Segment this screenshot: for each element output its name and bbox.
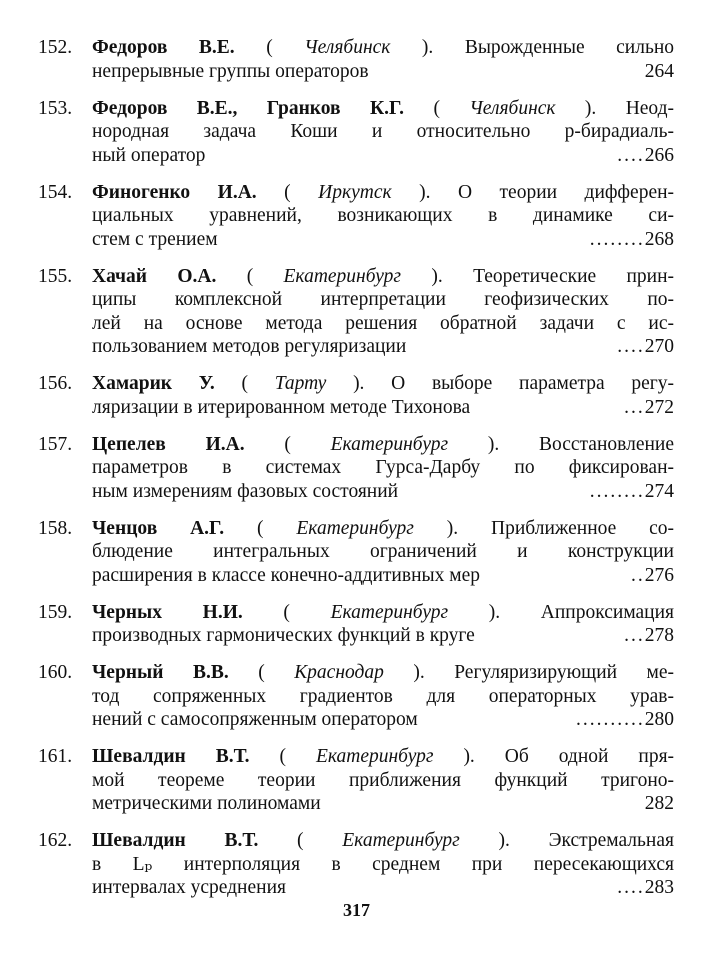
close-paren: ). <box>446 517 459 539</box>
entry-first-line <box>92 36 674 60</box>
entry-body <box>92 36 674 83</box>
entry-title-end: интервалах усреднения <box>92 877 286 898</box>
entry-title-end: ным измерениям фазовых состояний <box>92 480 399 502</box>
toc-entry <box>38 661 674 732</box>
close-paren: ). <box>463 746 475 767</box>
entry-body <box>92 829 674 900</box>
entry-body <box>92 433 674 504</box>
open-paren: ( <box>283 601 290 623</box>
open-paren: ( <box>284 181 291 203</box>
dot-leader: .... <box>617 336 645 357</box>
toc-entry <box>38 265 674 359</box>
entry-title-end: стем с трением <box>92 228 218 250</box>
entry-author: Хамарик У. <box>92 373 215 394</box>
toc-entry <box>38 829 674 900</box>
entry-title-line: блюдение интегральных ограничений и конструкции <box>92 541 674 562</box>
toc-entry <box>38 97 674 168</box>
entry-number: 160. <box>38 662 73 683</box>
entry-body <box>92 181 674 252</box>
entry-number: 154. <box>38 181 73 203</box>
toc-entry <box>38 601 674 648</box>
entry-city: Краснодар <box>294 662 384 683</box>
entry-title-line: в Lₚ интерполяция в среднем при пересекающихся <box>92 853 674 875</box>
entry-city: Екатеринбург <box>342 830 460 851</box>
entry-title-line: лей на основе метода решения обратной задачи с ис- <box>92 312 674 334</box>
entry-last-line <box>92 792 674 816</box>
entry-city: Тарту <box>274 373 327 394</box>
close-paren: ). <box>487 433 500 455</box>
open-paren: ( <box>258 662 265 683</box>
entry-title-start: Регуляризирующий ме- <box>454 662 675 683</box>
entry-title-start: Вырожденные сильно <box>464 37 675 58</box>
entry-number: 161. <box>38 746 73 767</box>
entry-title-start: Приближенное со- <box>491 517 675 539</box>
entry-first-line <box>92 433 674 457</box>
entry-last-line <box>92 564 674 588</box>
entry-body <box>92 745 674 816</box>
entry-title-end: непрерывные группы операторов <box>92 60 369 82</box>
dot-leader: ... <box>624 625 645 646</box>
entry-last-line <box>92 624 674 648</box>
open-paren: ( <box>297 830 304 851</box>
entry-page: 270 <box>644 336 674 357</box>
entry-body <box>92 265 674 359</box>
open-paren: ( <box>246 265 254 287</box>
toc-entry <box>38 433 674 504</box>
open-paren: ( <box>266 37 273 58</box>
dot-leader: .... <box>617 144 645 166</box>
entry-title-end: ляризации в итерированном методе Тихонова <box>92 396 471 418</box>
open-paren: ( <box>279 746 287 767</box>
close-paren: ). <box>488 601 501 623</box>
entry-body <box>92 517 674 588</box>
open-paren: ( <box>241 373 248 394</box>
close-paren: ). <box>413 662 425 683</box>
entry-first-line <box>92 181 674 205</box>
toc-entry <box>38 36 674 83</box>
entry-author: Шевалдин В.Т. <box>92 830 259 851</box>
entry-city: Екатеринбург <box>283 265 402 287</box>
entry-title-start: Восстановление <box>538 433 674 455</box>
entry-first-line <box>92 517 674 541</box>
entry-last-line <box>92 708 674 732</box>
entry-first-line <box>92 265 674 289</box>
close-paren: ). <box>584 97 597 119</box>
entry-city: Екатеринбург <box>296 517 414 539</box>
entry-last-line <box>92 60 674 84</box>
entry-number: 153. <box>38 97 73 119</box>
entry-first-line <box>92 745 674 769</box>
toc-entry <box>38 372 674 419</box>
entry-title-line: циальных уравнений, возникающих в динамике си- <box>92 205 674 226</box>
entry-title-line: ципы комплексной интерпретации геофизических по- <box>92 289 674 310</box>
entry-number: 158. <box>38 517 73 539</box>
entry-author: Хачай О.А. <box>92 265 217 287</box>
entry-first-line <box>92 829 674 853</box>
entry-page: 283 <box>644 877 674 898</box>
entry-author: Ченцов А.Г. <box>92 517 225 539</box>
entry-title-end: расширения в классе конечно-аддитивных мер <box>92 564 480 586</box>
entry-title-start: Экстремальная <box>548 830 674 851</box>
entry-title-end: метрическими полиномами <box>92 793 321 814</box>
entry-body <box>92 372 674 419</box>
entry-last-line <box>92 228 674 252</box>
entry-last-line <box>92 144 674 168</box>
entry-title-end: ный оператор <box>92 144 206 166</box>
entry-city: Иркутск <box>318 181 392 203</box>
entry-city: Челябинск <box>469 97 556 119</box>
open-paren: ( <box>433 97 440 119</box>
entry-title-end: производных гармонических функций в круге <box>92 625 475 646</box>
toc-entry <box>38 181 674 252</box>
entry-title-start: О теории дифферен- <box>457 181 675 203</box>
close-paren: ). <box>431 265 443 287</box>
entry-page: 282 <box>644 793 674 814</box>
entry-last-line <box>92 480 674 504</box>
entry-number: 157. <box>38 433 73 455</box>
entry-author: Финогенко И.А. <box>92 181 257 203</box>
entry-title-start: О выборе параметра регу- <box>391 373 675 394</box>
open-paren: ( <box>284 433 291 455</box>
entry-city: Екатеринбург <box>330 601 449 623</box>
entry-first-line <box>92 661 674 685</box>
page-number: 317 <box>343 900 370 920</box>
entry-author: Федоров В.Е., Гранков К.Г. <box>92 97 405 119</box>
entry-number: 162. <box>38 830 73 851</box>
dot-leader: .. <box>631 564 645 586</box>
entry-last-line <box>92 876 674 900</box>
entry-author: Черных Н.И. <box>92 601 243 623</box>
entry-page: 278 <box>644 625 674 646</box>
dot-leader: ........ <box>589 228 645 250</box>
entry-first-line <box>92 601 674 625</box>
entry-number: 159. <box>38 601 73 623</box>
close-paren: ). <box>419 181 431 203</box>
entry-body <box>92 97 674 168</box>
entry-title-start: Теоретические прин- <box>473 265 675 287</box>
entry-number: 156. <box>38 373 73 394</box>
entry-page: 268 <box>644 228 674 250</box>
entry-title-line: мой теореме теории приближения функций тригоно- <box>92 769 674 791</box>
entry-title-start: Аппроксимация <box>540 601 675 623</box>
entry-author: Черный В.В. <box>92 662 229 683</box>
entry-page: 272 <box>644 396 674 418</box>
entry-page: 266 <box>644 144 674 166</box>
toc-entry <box>38 517 674 588</box>
entry-title-line: тод сопряженных градиентов для операторных урав- <box>92 685 674 707</box>
entry-city: Екатеринбург <box>315 746 434 767</box>
dot-leader: .......... <box>576 709 645 730</box>
entry-author: Цепелев И.А. <box>92 433 245 455</box>
open-paren: ( <box>257 517 264 539</box>
entry-title-start: Неод- <box>625 97 675 119</box>
entry-last-line <box>92 335 674 359</box>
entry-first-line <box>92 372 674 396</box>
entry-author: Шевалдин В.Т. <box>92 746 250 767</box>
entry-last-line <box>92 396 674 420</box>
entry-title-end: пользованием методов регуляризации <box>92 336 407 357</box>
toc-entry <box>38 745 674 816</box>
entry-title-start: Об одной пря- <box>504 746 675 767</box>
entry-page: 264 <box>644 60 674 82</box>
entry-page: 276 <box>644 564 674 586</box>
entry-page: 274 <box>644 480 674 502</box>
entry-number: 152. <box>38 37 73 58</box>
entry-first-line <box>92 97 674 121</box>
entry-page: 280 <box>644 709 674 730</box>
entry-body <box>92 661 674 732</box>
dot-leader: ... <box>624 396 645 418</box>
entry-title-end: нений с самосопряженным оператором <box>92 709 418 730</box>
dot-leader: .... <box>617 877 645 898</box>
entry-city: Екатеринбург <box>330 433 449 455</box>
dot-leader: ........ <box>589 480 645 502</box>
entry-number: 155. <box>38 265 73 287</box>
entry-title-line: параметров в системах Гурса-Дарбу по фиксирован- <box>92 457 674 478</box>
entry-author: Федоров В.Е. <box>92 37 235 58</box>
table-of-contents <box>38 36 674 913</box>
close-paren: ). <box>421 37 434 58</box>
entry-title-line: нородная задача Коши и относительно p-бирадиаль- <box>92 121 674 142</box>
close-paren: ). <box>353 373 365 394</box>
entry-city: Челябинск <box>304 37 391 58</box>
entry-body <box>92 601 674 648</box>
close-paren: ). <box>498 830 510 851</box>
